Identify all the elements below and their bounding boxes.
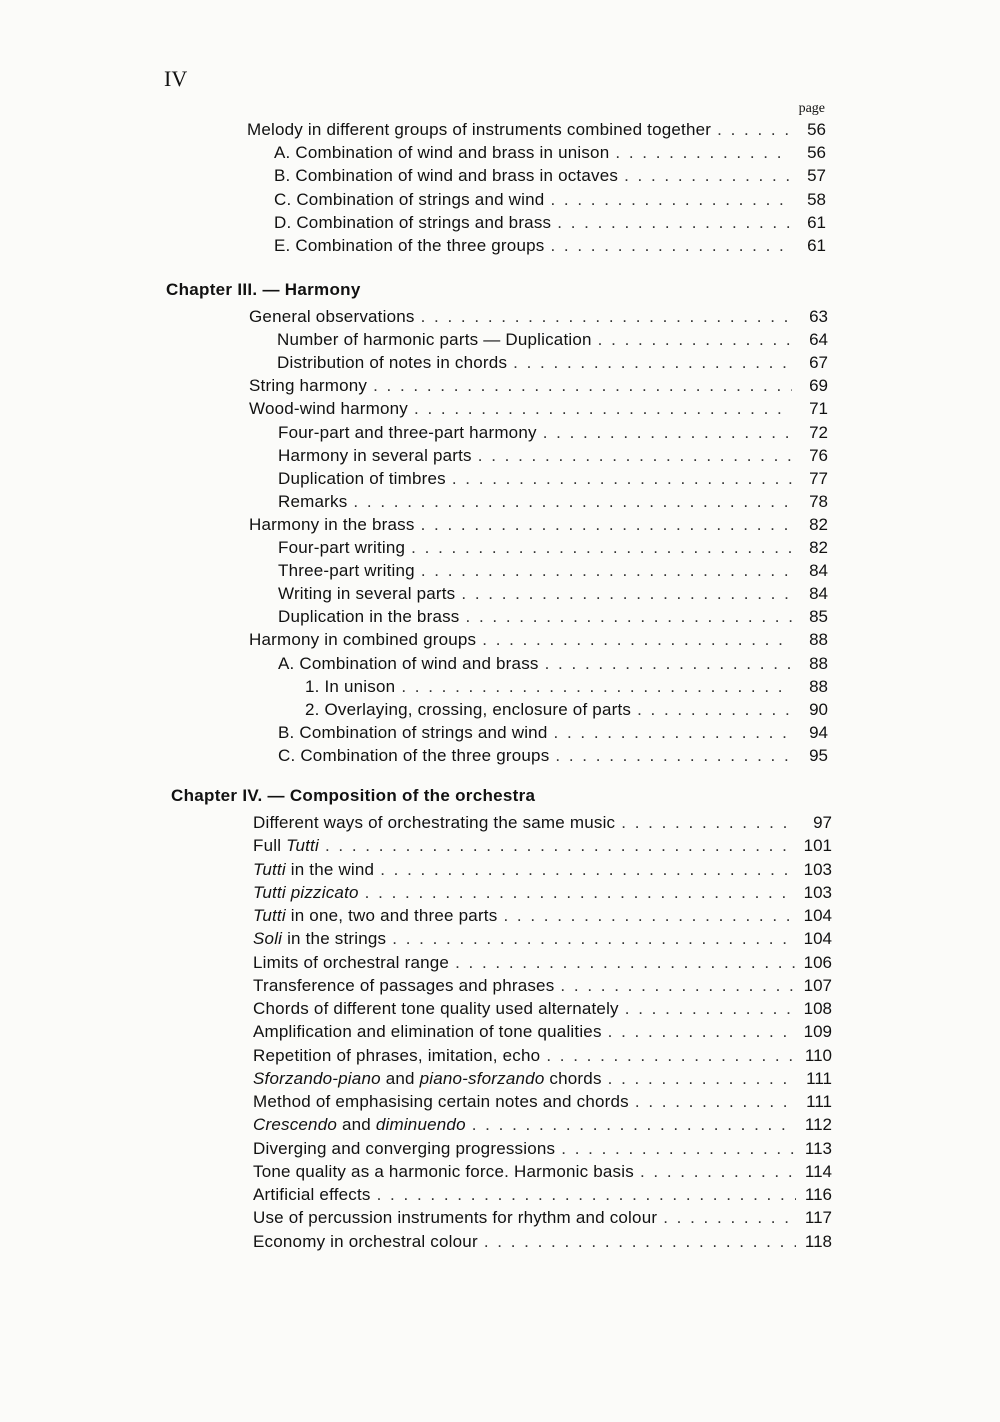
toc-entry-title: String harmony	[249, 376, 368, 396]
toc-entry-page: 56	[807, 120, 826, 139]
dot-leader	[421, 513, 792, 536]
toc-entry	[253, 1137, 832, 1160]
toc-entry-page: 63	[809, 307, 828, 326]
toc-entry-page: 64	[809, 330, 828, 350]
dot-leader	[482, 628, 792, 651]
toc-entry-title: A. Combination of wind and brass in unison	[274, 143, 610, 163]
toc-entry	[253, 904, 832, 927]
toc-entry-page: 82	[809, 514, 828, 534]
toc-entry-title: Writing in several parts	[278, 584, 456, 604]
toc-entry-title: 1. In unison	[305, 676, 396, 696]
toc-entry-title: 2. Overlaying, crossing, enclosure of parts	[305, 699, 632, 719]
dot-leader	[550, 188, 790, 211]
toc-entry-page: 106	[803, 952, 832, 972]
dot-leader	[513, 351, 792, 374]
dot-leader	[663, 1206, 796, 1229]
toc-entry-page: 88	[809, 676, 828, 696]
toc-entry-page: 85	[809, 607, 828, 627]
toc-entry-page: 118	[804, 1231, 832, 1251]
toc-entry-title: Remarks	[278, 491, 348, 511]
dot-leader	[466, 605, 792, 628]
toc-entry	[278, 744, 828, 767]
toc-entry-title: General observations	[249, 307, 415, 326]
toc-entry-page: 88	[809, 630, 828, 650]
dot-leader	[624, 164, 790, 187]
dot-leader	[373, 374, 792, 397]
dot-leader	[401, 675, 792, 698]
toc-entry	[253, 974, 832, 997]
toc-entry-page: 56	[807, 143, 826, 163]
toc-entry	[274, 234, 826, 257]
toc-entry	[253, 1230, 832, 1253]
toc-entry	[253, 811, 832, 834]
toc-entry-title: Use of percussion instruments for rhythm and colour	[253, 1208, 658, 1228]
toc-entry-page: 111	[806, 1068, 832, 1088]
dot-leader	[484, 1230, 796, 1253]
toc-entry-title: B. Combination of strings and wind	[278, 722, 548, 742]
toc-entry	[249, 513, 828, 536]
toc-entry	[253, 1113, 832, 1136]
toc-entry	[278, 444, 828, 467]
toc-entry	[249, 397, 828, 420]
dot-leader	[560, 974, 796, 997]
toc-entry	[253, 927, 832, 950]
toc-entry	[253, 1183, 832, 1206]
dot-leader	[411, 536, 792, 559]
toc-entry	[278, 721, 828, 744]
toc-entry-page: 61	[807, 236, 826, 255]
dot-leader	[421, 305, 792, 328]
toc-entry	[249, 305, 828, 328]
dot-leader	[392, 927, 796, 950]
toc-entry-page: 94	[809, 722, 828, 742]
toc-entry-title: A. Combination of wind and brass	[278, 653, 539, 673]
toc-entry-title: Transference of passages and phrases	[253, 975, 555, 995]
toc-entry	[278, 605, 828, 628]
toc-entry	[278, 536, 828, 559]
toc-entry-page: 117	[804, 1208, 832, 1228]
dot-leader	[503, 904, 796, 927]
toc-entry-title: Amplification and elimination of tone qualities	[253, 1022, 602, 1042]
dot-leader	[543, 421, 792, 444]
toc-entry-title: Diverging and converging progressions	[253, 1138, 556, 1158]
dot-leader	[555, 744, 792, 767]
dot-leader	[461, 582, 792, 605]
page-folio: IV	[164, 66, 188, 91]
toc-entry-title: Harmony in several parts	[278, 445, 472, 465]
toc-entry-page: 114	[804, 1161, 832, 1181]
toc-entry	[277, 328, 828, 351]
toc-entry	[247, 118, 826, 141]
toc-entry-page: 69	[809, 376, 828, 396]
toc-entry-title: D. Combination of strings and brass	[274, 212, 552, 232]
toc-entry-title: Harmony in combined groups	[249, 630, 477, 650]
dot-leader	[452, 467, 792, 490]
toc-entry-title: Artificial effects	[253, 1185, 371, 1204]
toc-entry-title: Full Tutti	[253, 836, 319, 856]
toc-entry-title: E. Combination of the three groups	[274, 236, 545, 255]
toc-entry	[253, 1020, 832, 1043]
toc-entry-title: Sforzando-piano and piano-sforzando chords	[253, 1068, 602, 1088]
toc-entry-page: 113	[804, 1138, 832, 1158]
toc-entry-title: C. Combination of the three groups	[278, 745, 550, 765]
toc-entry	[278, 421, 828, 444]
toc-entry	[249, 628, 828, 651]
toc-entry	[274, 188, 826, 211]
toc-entry-title: Four-part writing	[278, 538, 406, 557]
toc-entry-title: Method of emphasising certain notes and chords	[253, 1092, 629, 1111]
toc-entry-title: Tutti in one, two and three parts	[253, 906, 498, 925]
dot-leader	[546, 1044, 796, 1067]
dot-leader	[561, 1137, 796, 1160]
toc-entry-page: 103	[803, 859, 832, 879]
dot-leader	[554, 721, 793, 744]
toc-entry-title: Economy in orchestral colour	[253, 1231, 478, 1251]
toc-entry-title: Duplication of timbres	[278, 468, 446, 488]
toc-entry-page: 108	[803, 999, 832, 1018]
toc-entry-page: 110	[804, 1045, 832, 1065]
toc-entry-page: 109	[803, 1022, 832, 1042]
toc-entry	[249, 374, 828, 397]
toc-entry	[278, 559, 828, 582]
toc-entry	[253, 1044, 832, 1067]
dot-leader	[472, 1113, 796, 1136]
toc-entry-title: Different ways of orchestrating the same music	[253, 813, 616, 832]
toc-entry-page: 72	[809, 422, 828, 442]
dot-leader	[380, 858, 796, 881]
toc-entry-page: 104	[803, 906, 832, 925]
toc-entry-title: Four-part and three-part harmony	[278, 422, 537, 442]
dot-leader	[545, 652, 792, 675]
toc-entry-title: B. Combination of wind and brass in octaves	[274, 166, 619, 186]
dot-leader	[637, 698, 792, 721]
toc-entry-page: 103	[803, 882, 832, 902]
dot-leader	[625, 997, 796, 1020]
toc-entry-page: 104	[803, 929, 832, 949]
toc-entry-page: 61	[807, 212, 826, 232]
toc-entry	[274, 211, 826, 234]
toc-entry-page: 111	[806, 1092, 832, 1111]
toc-entry-page: 107	[803, 975, 832, 995]
toc-entry-page: 112	[804, 1115, 832, 1135]
dot-leader	[621, 811, 796, 834]
page-column-label: page	[798, 101, 825, 116]
dot-leader	[598, 328, 792, 351]
toc-entry-title: C. Combination of strings and wind	[274, 189, 545, 209]
toc-entry	[278, 582, 828, 605]
toc-entry-title: Tutti pizzicato	[253, 882, 359, 902]
toc-entry	[253, 1067, 832, 1090]
toc-entry-page: 57	[807, 166, 826, 186]
toc-entry-title: Harmony in the brass	[249, 514, 415, 534]
toc-entry	[305, 675, 828, 698]
chapter-heading: Chapter IV. — Composition of the orchestra	[171, 786, 536, 805]
toc-entry	[253, 951, 832, 974]
dot-leader	[557, 211, 790, 234]
toc-entry-page: 101	[803, 836, 832, 856]
dot-leader	[414, 397, 792, 420]
dot-leader	[640, 1160, 796, 1183]
toc-entry-page: 82	[809, 538, 828, 557]
toc-entry	[253, 1160, 832, 1183]
dot-leader	[635, 1090, 796, 1113]
chapter-heading: Chapter III. — Harmony	[166, 280, 361, 299]
dot-leader	[325, 834, 796, 857]
toc-entry-page: 84	[809, 561, 828, 581]
dot-leader	[615, 141, 790, 164]
dot-leader	[550, 234, 790, 257]
toc-entry-page: 71	[809, 399, 828, 419]
dot-leader	[377, 1183, 796, 1206]
toc-entry-title: Distribution of notes in chords	[277, 353, 508, 373]
toc-entry	[305, 698, 828, 721]
toc-entry	[278, 652, 828, 675]
toc-entry-page: 77	[809, 468, 828, 488]
toc-entry	[253, 858, 832, 881]
toc-entry-page: 78	[809, 491, 828, 511]
dot-leader	[478, 444, 792, 467]
toc-entry-title: Chords of different tone quality used alternately	[253, 999, 619, 1018]
dot-leader	[717, 118, 790, 141]
toc-entry	[278, 467, 828, 490]
toc-entry-page: 58	[807, 189, 826, 209]
dot-leader	[608, 1067, 796, 1090]
toc-entry-title: Repetition of phrases, imitation, echo	[253, 1045, 541, 1065]
toc-entry	[253, 1090, 832, 1113]
toc-entry-title: Soli in the strings	[253, 929, 387, 949]
toc-entry	[253, 881, 832, 904]
toc-entry-title: Tone quality as a harmonic force. Harmonic basis	[253, 1161, 634, 1181]
toc-entry	[253, 1206, 832, 1229]
toc-entry-page: 84	[809, 584, 828, 604]
dot-leader	[608, 1020, 796, 1043]
dot-leader	[365, 881, 796, 904]
dot-leader	[455, 951, 796, 974]
toc-entry-title: Three-part writing	[278, 561, 415, 581]
toc-entry-title: Duplication in the brass	[278, 607, 460, 627]
toc-entry-title: Tutti in the wind	[253, 859, 375, 879]
toc-entry-page: 116	[804, 1185, 832, 1204]
toc-entry-page: 67	[809, 353, 828, 373]
toc-entry-page: 90	[809, 699, 828, 719]
toc-entry-title: Limits of orchestral range	[253, 952, 450, 972]
toc-entry-title: Wood-wind harmony	[249, 399, 408, 419]
toc-entry-page: 95	[809, 745, 828, 765]
toc-entry	[253, 997, 832, 1020]
toc-entry-page: 97	[813, 813, 832, 832]
toc-entry	[278, 490, 828, 513]
toc-entry-page: 76	[809, 445, 828, 465]
toc-entry	[274, 164, 826, 187]
toc-entry-page: 88	[809, 653, 828, 673]
dot-leader	[353, 490, 792, 513]
toc-entry	[277, 351, 828, 374]
toc-entry-title: Number of harmonic parts — Duplication	[277, 330, 592, 350]
toc-entry	[253, 834, 832, 857]
toc-entry	[274, 141, 826, 164]
dot-leader	[421, 559, 792, 582]
toc-entry-title: Crescendo and diminuendo	[253, 1115, 466, 1135]
toc-entry-title: Melody in different groups of instruments combined together	[247, 120, 712, 139]
